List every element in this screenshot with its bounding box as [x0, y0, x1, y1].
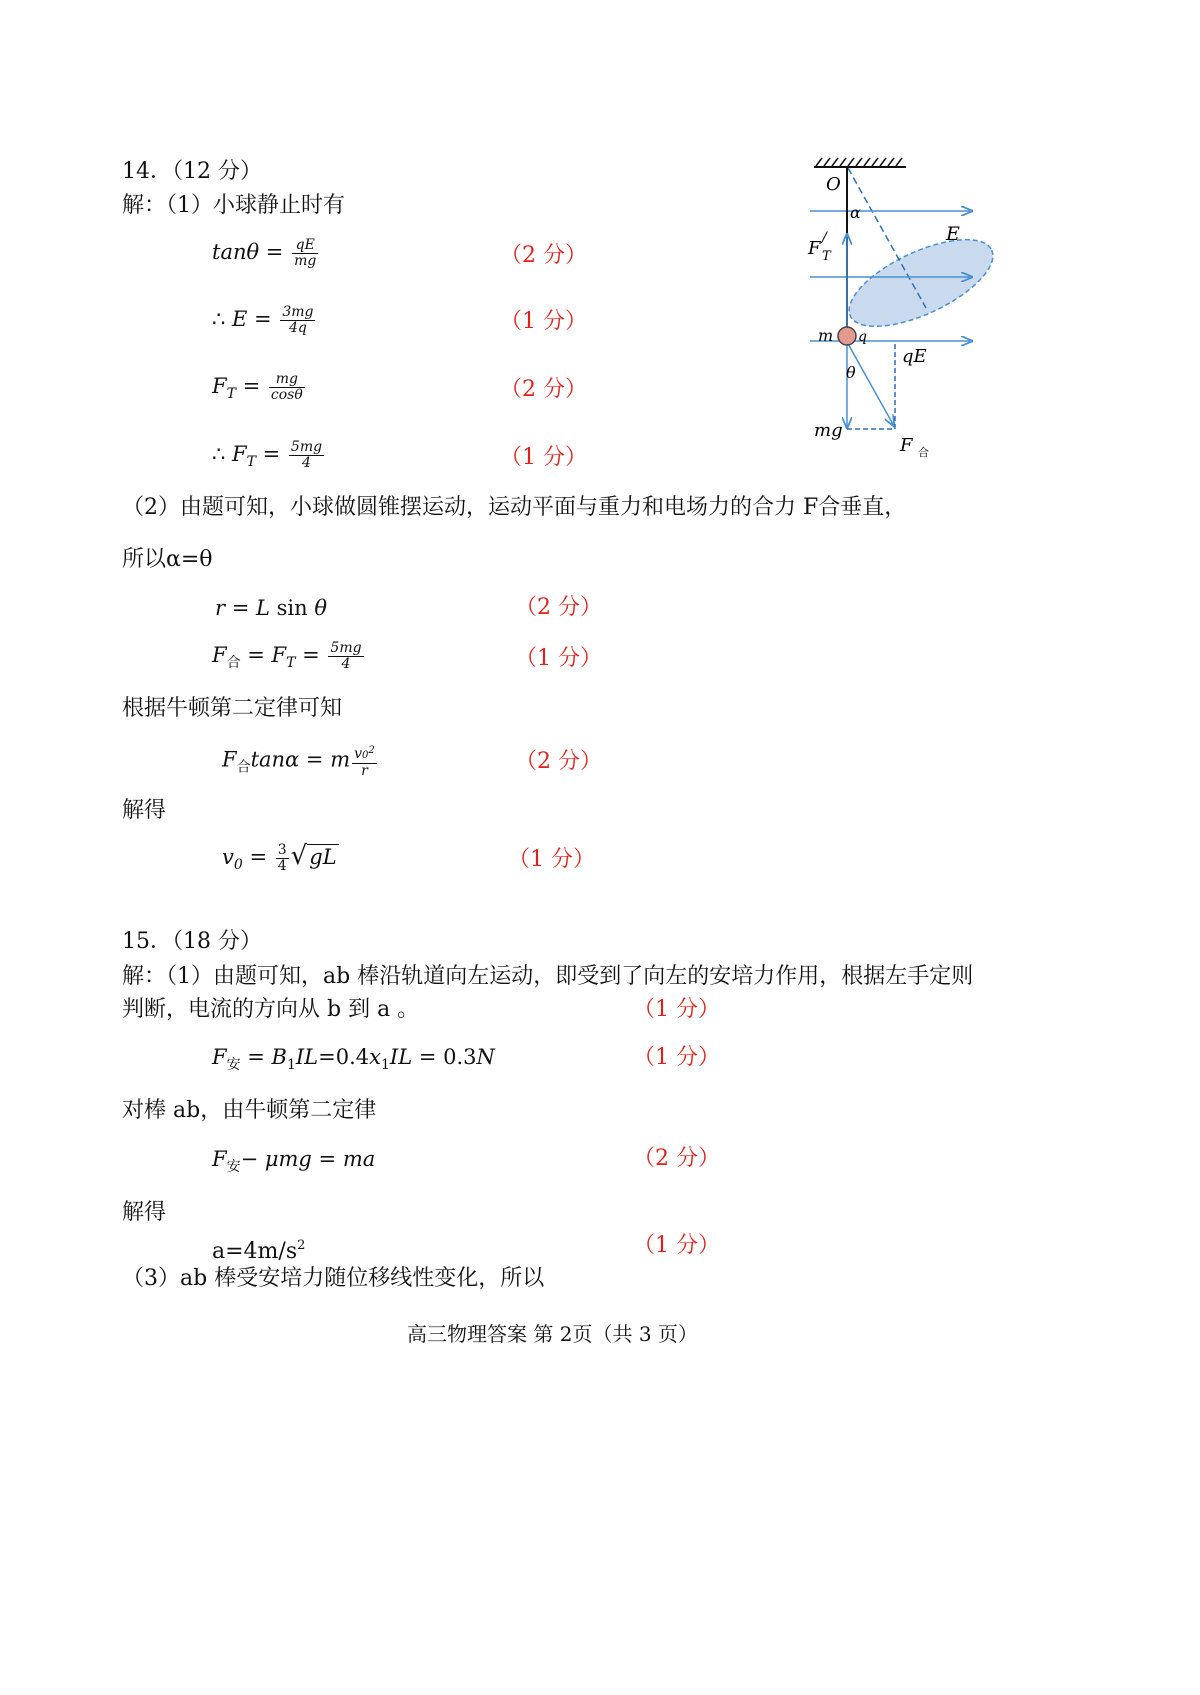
score-4: （1 分） — [500, 445, 587, 470]
eq-r: r = L sin θ — [215, 596, 327, 620]
q15-score-4: （1 分） — [633, 1233, 720, 1258]
score-6: （1 分） — [515, 646, 602, 671]
resultant-arrow — [847, 342, 894, 426]
q15-line1: 解：（1）由题可知，ab 棒沿轨道向左运动，即受到了向左的安培力作用，根据左手定则 — [122, 964, 974, 989]
q14-alpha-theta: 所以α=θ — [122, 547, 213, 572]
label-alpha: α — [850, 203, 861, 222]
page-footer: 高三物理答案 第 2页（共 3 页） — [407, 1322, 698, 1346]
label-F: F — [900, 435, 913, 456]
label-F-sub: 合 — [918, 446, 929, 459]
q15-onrod: 对棒 ab，由牛顿第二定律 — [122, 1098, 377, 1123]
label-FT-sup: / — [822, 230, 827, 246]
ceiling-hatch — [814, 158, 906, 167]
eq-F-total: $F_合 = F_T$ = $\frac{5mg}{4}$ — [212, 640, 362, 672]
label-qE: qE — [902, 346, 927, 367]
score-8: （1 分） — [508, 847, 595, 872]
q15-header: 15．（18 分） — [122, 929, 262, 954]
eq-FT: $F_T$ = $\frac{mg}{\cos\theta}$ — [212, 371, 303, 403]
q14-solve: 解得 — [122, 798, 167, 823]
q14-part1: 解：（1）小球静止时有 — [122, 193, 345, 218]
q15-line2: 判断，电流的方向从 b 到 a 。 — [122, 997, 420, 1022]
label-m: m — [818, 326, 834, 345]
label-q: q — [858, 329, 867, 345]
q14-newton: 根据牛顿第二定律可知 — [122, 696, 343, 721]
q14-part2: （2）由题可知，小球做圆锥摆运动，运动平面与重力和电场力的合力 F合垂直， — [122, 495, 907, 520]
q15-part3: （3）ab 棒受安培力随位移线性变化，所以 — [122, 1266, 545, 1291]
q15-score-2: （1 分） — [633, 1045, 720, 1070]
score-2: （1 分） — [500, 309, 587, 334]
eq-rod-newton: $F_安- \mu mg$ = ma — [212, 1147, 376, 1175]
score-1: （2 分） — [500, 243, 587, 268]
score-5: （2 分） — [515, 595, 602, 620]
eq-FT-value: ∴ $F_T$ = $\frac{5mg}{4}$ — [212, 439, 323, 471]
pendulum-figure — [800, 150, 1010, 470]
label-theta: θ — [846, 363, 856, 382]
eq-v0: $v_0$ = $\frac{3}{4}$ √gL — [222, 841, 337, 874]
score-3: （2 分） — [500, 377, 587, 402]
eq-tan-theta: tanθ = $\frac{qE}{mg}$ — [212, 237, 317, 269]
q15-solve: 解得 — [122, 1200, 167, 1225]
eq-E: ∴ E = $\frac{3mg}{4q}$ — [212, 304, 314, 336]
eq-F-ampere: $F_安 = B_1IL=0.4x_1IL = 0.3N$ — [212, 1045, 495, 1073]
label-O: O — [826, 174, 841, 195]
label-FT: F — [808, 238, 821, 259]
eq-accel: $a=4m/s^2$ — [212, 1238, 306, 1264]
q15-score-3: （2 分） — [633, 1146, 720, 1171]
ball — [838, 327, 856, 345]
score-7: （2 分） — [515, 749, 602, 774]
label-E: E — [946, 223, 960, 245]
cone-plane-ellipse — [837, 222, 1005, 344]
q14-header: 14．（12 分） — [122, 159, 262, 184]
label-FT-sub: T — [822, 249, 831, 264]
label-mg: mg — [814, 420, 843, 441]
q15-score-1: （1 分） — [633, 997, 720, 1022]
eq-newton: $F_合\tan\alpha = m$ $\frac{v0^2}{r}$ — [222, 745, 375, 779]
